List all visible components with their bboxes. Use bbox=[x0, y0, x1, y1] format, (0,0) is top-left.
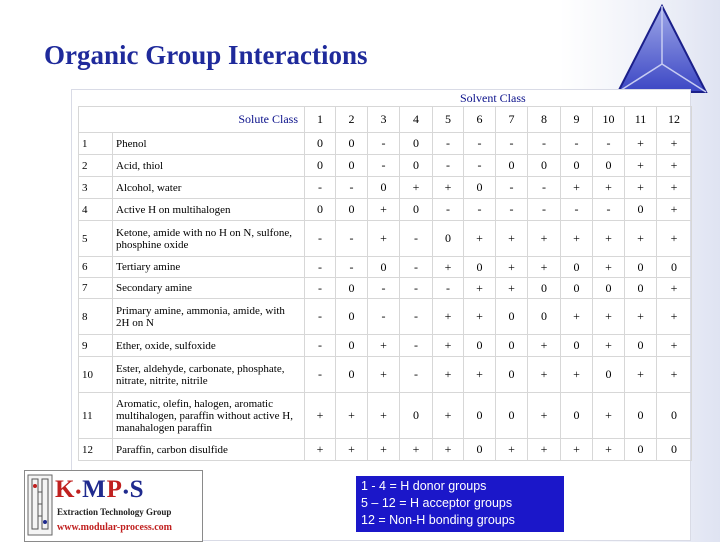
table-row bbox=[79, 199, 692, 221]
legend-line: 1 - 4 = H donor groups bbox=[361, 479, 487, 493]
solute-class-name: Ether, oxide, sulfoxide bbox=[113, 335, 305, 357]
interaction-cell: + bbox=[528, 221, 561, 257]
interaction-cell: + bbox=[593, 393, 625, 439]
interaction-cell: - bbox=[305, 335, 336, 357]
interaction-cell: - bbox=[400, 278, 433, 299]
solute-class-name: Secondary amine bbox=[113, 278, 305, 299]
interaction-cell: 0 bbox=[625, 393, 657, 439]
interaction-cell: + bbox=[433, 393, 464, 439]
table-row bbox=[79, 393, 692, 439]
interaction-cell: 0 bbox=[625, 439, 657, 461]
interaction-cell: - bbox=[336, 257, 368, 278]
interaction-cell: - bbox=[528, 177, 561, 199]
table-row bbox=[79, 439, 692, 461]
column-header: 10 bbox=[593, 107, 625, 133]
table-row bbox=[79, 278, 692, 299]
interaction-cell: 0 bbox=[593, 155, 625, 177]
interaction-cell: 0 bbox=[657, 439, 692, 461]
solute-class-name: Phenol bbox=[113, 133, 305, 155]
table-row bbox=[79, 299, 692, 335]
row-number: 5 bbox=[79, 221, 113, 257]
kmps-letter-m: M bbox=[82, 476, 107, 503]
interaction-cell: - bbox=[305, 177, 336, 199]
interaction-cell: + bbox=[528, 257, 561, 278]
interaction-cell: - bbox=[400, 257, 433, 278]
interaction-cell: + bbox=[593, 221, 625, 257]
interaction-cell: 0 bbox=[336, 335, 368, 357]
interaction-cell: - bbox=[336, 221, 368, 257]
interaction-cell: - bbox=[368, 278, 400, 299]
interaction-cell: 0 bbox=[336, 278, 368, 299]
interaction-cell: + bbox=[561, 299, 593, 335]
row-number: 1 bbox=[79, 133, 113, 155]
legend-line: 5 – 12 = H acceptor groups bbox=[361, 496, 513, 510]
kmps-url: www.modular-process.com bbox=[57, 522, 172, 533]
legend-box bbox=[356, 476, 564, 532]
interaction-cell: + bbox=[657, 357, 692, 393]
row-number: 11 bbox=[79, 393, 113, 439]
interaction-cell: + bbox=[625, 177, 657, 199]
interaction-cell: + bbox=[464, 278, 496, 299]
interaction-cell: + bbox=[657, 221, 692, 257]
interaction-cell: 0 bbox=[400, 393, 433, 439]
interaction-cell: - bbox=[368, 299, 400, 335]
table-row bbox=[79, 221, 692, 257]
solute-class-name: Primary amine, ammonia, amide, with 2H on N bbox=[113, 299, 305, 335]
interaction-cell: 0 bbox=[496, 393, 528, 439]
interaction-cell: + bbox=[496, 257, 528, 278]
interaction-cell: - bbox=[433, 155, 464, 177]
interaction-cell: + bbox=[496, 439, 528, 461]
interaction-cell: + bbox=[657, 133, 692, 155]
interaction-cell: 0 bbox=[561, 278, 593, 299]
interaction-cell: 0 bbox=[496, 357, 528, 393]
interaction-cell: + bbox=[657, 335, 692, 357]
column-header: 2 bbox=[336, 107, 368, 133]
interaction-cell: + bbox=[593, 177, 625, 199]
row-number: 3 bbox=[79, 177, 113, 199]
interaction-cell: 0 bbox=[464, 439, 496, 461]
interaction-cell: + bbox=[561, 221, 593, 257]
interaction-cell: + bbox=[496, 221, 528, 257]
interaction-cell: 0 bbox=[657, 257, 692, 278]
interaction-cell: - bbox=[305, 278, 336, 299]
interaction-cell: - bbox=[528, 199, 561, 221]
interaction-cell: + bbox=[593, 439, 625, 461]
interaction-cell: 0 bbox=[528, 278, 561, 299]
interaction-cell: + bbox=[433, 299, 464, 335]
kmps-letter-s: S bbox=[129, 476, 145, 503]
interaction-cell: + bbox=[305, 439, 336, 461]
interaction-cell: + bbox=[368, 335, 400, 357]
interaction-cell: + bbox=[593, 299, 625, 335]
interaction-cell: + bbox=[625, 299, 657, 335]
triangle-logo-icon bbox=[614, 4, 710, 96]
solute-class-name: Active H on multihalogen bbox=[113, 199, 305, 221]
interaction-cell: + bbox=[657, 155, 692, 177]
interaction-cell: + bbox=[657, 278, 692, 299]
interaction-cell: 0 bbox=[400, 155, 433, 177]
interaction-cell: + bbox=[625, 221, 657, 257]
interaction-cell: + bbox=[368, 357, 400, 393]
kmps-logo bbox=[24, 470, 203, 542]
interaction-cell: 0 bbox=[561, 393, 593, 439]
row-number: 9 bbox=[79, 335, 113, 357]
interaction-cell: + bbox=[561, 439, 593, 461]
interaction-cell: + bbox=[593, 335, 625, 357]
interaction-cell: + bbox=[305, 393, 336, 439]
table-row bbox=[79, 335, 692, 357]
interaction-cell: 0 bbox=[336, 299, 368, 335]
interaction-cell: + bbox=[336, 393, 368, 439]
interaction-cell: + bbox=[657, 177, 692, 199]
column-header: 8 bbox=[528, 107, 561, 133]
row-number: 10 bbox=[79, 357, 113, 393]
interaction-cell: - bbox=[433, 133, 464, 155]
interaction-cell: - bbox=[561, 199, 593, 221]
interaction-cell: 0 bbox=[336, 357, 368, 393]
interaction-cell: + bbox=[464, 221, 496, 257]
interaction-cell: 0 bbox=[593, 278, 625, 299]
interaction-cell: - bbox=[433, 199, 464, 221]
interaction-cell: 0 bbox=[625, 335, 657, 357]
interaction-cell: 0 bbox=[305, 155, 336, 177]
header-row bbox=[79, 107, 692, 133]
row-number: 2 bbox=[79, 155, 113, 177]
interaction-cell: + bbox=[561, 177, 593, 199]
interaction-cell: 0 bbox=[464, 257, 496, 278]
interaction-cell: - bbox=[496, 133, 528, 155]
interaction-cell: + bbox=[625, 357, 657, 393]
interaction-cell: - bbox=[305, 299, 336, 335]
interaction-cell: + bbox=[433, 439, 464, 461]
interaction-cell: 0 bbox=[336, 133, 368, 155]
interaction-cell: + bbox=[657, 299, 692, 335]
interaction-cell: + bbox=[464, 299, 496, 335]
interaction-cell: 0 bbox=[336, 155, 368, 177]
table-row bbox=[79, 177, 692, 199]
kmps-letter-k: K bbox=[55, 476, 76, 503]
interaction-cell: + bbox=[368, 221, 400, 257]
interaction-cell: + bbox=[368, 199, 400, 221]
row-number: 8 bbox=[79, 299, 113, 335]
interaction-cell: + bbox=[433, 257, 464, 278]
legend-line: 12 = Non-H bonding groups bbox=[361, 513, 515, 527]
interaction-cell: 0 bbox=[400, 199, 433, 221]
row-number: 6 bbox=[79, 257, 113, 278]
interaction-cell: 0 bbox=[561, 155, 593, 177]
interaction-cell: - bbox=[593, 133, 625, 155]
interaction-cell: 0 bbox=[368, 257, 400, 278]
interaction-cell: + bbox=[496, 278, 528, 299]
column-header: 6 bbox=[464, 107, 496, 133]
interaction-cell: 0 bbox=[305, 133, 336, 155]
interaction-cell: - bbox=[368, 133, 400, 155]
interaction-cell: + bbox=[528, 439, 561, 461]
row-number: 7 bbox=[79, 278, 113, 299]
interaction-cell: 0 bbox=[336, 199, 368, 221]
interaction-cell: - bbox=[528, 133, 561, 155]
interaction-cell: + bbox=[368, 439, 400, 461]
interaction-cell: + bbox=[528, 335, 561, 357]
interaction-cell: + bbox=[433, 357, 464, 393]
interaction-cell: 0 bbox=[561, 335, 593, 357]
solute-class-name: Ketone, amide with no H on N, sulfone, phosphine oxide bbox=[113, 221, 305, 257]
table-row bbox=[79, 155, 692, 177]
interaction-cell: 0 bbox=[528, 155, 561, 177]
interaction-cell: 0 bbox=[593, 357, 625, 393]
interaction-cell: - bbox=[400, 221, 433, 257]
interaction-cell: - bbox=[400, 299, 433, 335]
interaction-cell: - bbox=[305, 257, 336, 278]
interaction-cell: 0 bbox=[657, 393, 692, 439]
interaction-cell: 0 bbox=[625, 257, 657, 278]
interaction-cell: - bbox=[496, 199, 528, 221]
column-header: 7 bbox=[496, 107, 528, 133]
interaction-cell: - bbox=[464, 133, 496, 155]
column-header: 12 bbox=[657, 107, 692, 133]
interaction-cell: + bbox=[464, 357, 496, 393]
column-header: 4 bbox=[400, 107, 433, 133]
interaction-cell: + bbox=[593, 257, 625, 278]
solute-class-name: Tertiary amine bbox=[113, 257, 305, 278]
solvent-class-header: Solvent Class bbox=[460, 91, 526, 105]
interaction-cell: 0 bbox=[625, 278, 657, 299]
kmps-subtitle: Extraction Technology Group bbox=[57, 507, 172, 517]
interaction-cell: + bbox=[400, 177, 433, 199]
interaction-cell: - bbox=[305, 357, 336, 393]
solute-class-name: Alcohol, water bbox=[113, 177, 305, 199]
table-row bbox=[79, 357, 692, 393]
interaction-cell: + bbox=[433, 335, 464, 357]
interaction-cell: - bbox=[464, 155, 496, 177]
interaction-cell: 0 bbox=[496, 299, 528, 335]
interaction-cell: + bbox=[336, 439, 368, 461]
interaction-cell: 0 bbox=[433, 221, 464, 257]
solute-class-name: Aromatic, olefin, halogen, aromatic multihalogen, paraffin without active H, manahalogen paraffin bbox=[113, 393, 305, 439]
interaction-cell: - bbox=[561, 133, 593, 155]
solute-class-name: Acid, thiol bbox=[113, 155, 305, 177]
interaction-cell: - bbox=[336, 177, 368, 199]
interaction-cell: + bbox=[657, 199, 692, 221]
slide-title: Organic Group Interactions bbox=[44, 40, 368, 70]
interaction-cell: 0 bbox=[464, 393, 496, 439]
interaction-cell: + bbox=[400, 439, 433, 461]
interaction-cell: + bbox=[625, 133, 657, 155]
solute-class-name: Paraffin, carbon disulfide bbox=[113, 439, 305, 461]
interaction-cell: 0 bbox=[561, 257, 593, 278]
interaction-cell: 0 bbox=[528, 299, 561, 335]
interaction-cell: 0 bbox=[625, 199, 657, 221]
column-header: 5 bbox=[433, 107, 464, 133]
interaction-cell: + bbox=[528, 357, 561, 393]
interaction-cell: 0 bbox=[496, 335, 528, 357]
column-header: 11 bbox=[625, 107, 657, 133]
interaction-cell: - bbox=[368, 155, 400, 177]
row-number: 12 bbox=[79, 439, 113, 461]
table-row bbox=[79, 257, 692, 278]
interaction-cell: 0 bbox=[496, 155, 528, 177]
interaction-cell: - bbox=[496, 177, 528, 199]
interaction-cell: + bbox=[528, 393, 561, 439]
interaction-cell: 0 bbox=[368, 177, 400, 199]
interaction-cell: - bbox=[305, 221, 336, 257]
kmps-letter-p: P bbox=[106, 476, 123, 503]
interaction-table bbox=[78, 106, 692, 461]
solute-class-header: Solute Class bbox=[79, 107, 305, 133]
kmps-emblem-icon bbox=[27, 474, 53, 536]
interaction-cell: 0 bbox=[464, 177, 496, 199]
interaction-cell: + bbox=[561, 357, 593, 393]
interaction-cell: - bbox=[400, 335, 433, 357]
table-body bbox=[79, 133, 692, 461]
solute-class-name: Ester, aldehyde, carbonate, phosphate, nitrate, nitrite, nitrile bbox=[113, 357, 305, 393]
row-number: 4 bbox=[79, 199, 113, 221]
interaction-cell: 0 bbox=[464, 335, 496, 357]
interaction-cell: 0 bbox=[305, 199, 336, 221]
interaction-cell: + bbox=[368, 393, 400, 439]
interaction-cell: + bbox=[625, 155, 657, 177]
interaction-cell: - bbox=[433, 278, 464, 299]
interaction-cell: - bbox=[400, 357, 433, 393]
interaction-cell: - bbox=[464, 199, 496, 221]
column-header: 1 bbox=[305, 107, 336, 133]
column-header: 3 bbox=[368, 107, 400, 133]
interaction-cell: - bbox=[593, 199, 625, 221]
table-row bbox=[79, 133, 692, 155]
kmps-wordmark: K•MP•S bbox=[55, 476, 145, 503]
column-header: 9 bbox=[561, 107, 593, 133]
interaction-cell: + bbox=[433, 177, 464, 199]
interaction-cell: 0 bbox=[400, 133, 433, 155]
